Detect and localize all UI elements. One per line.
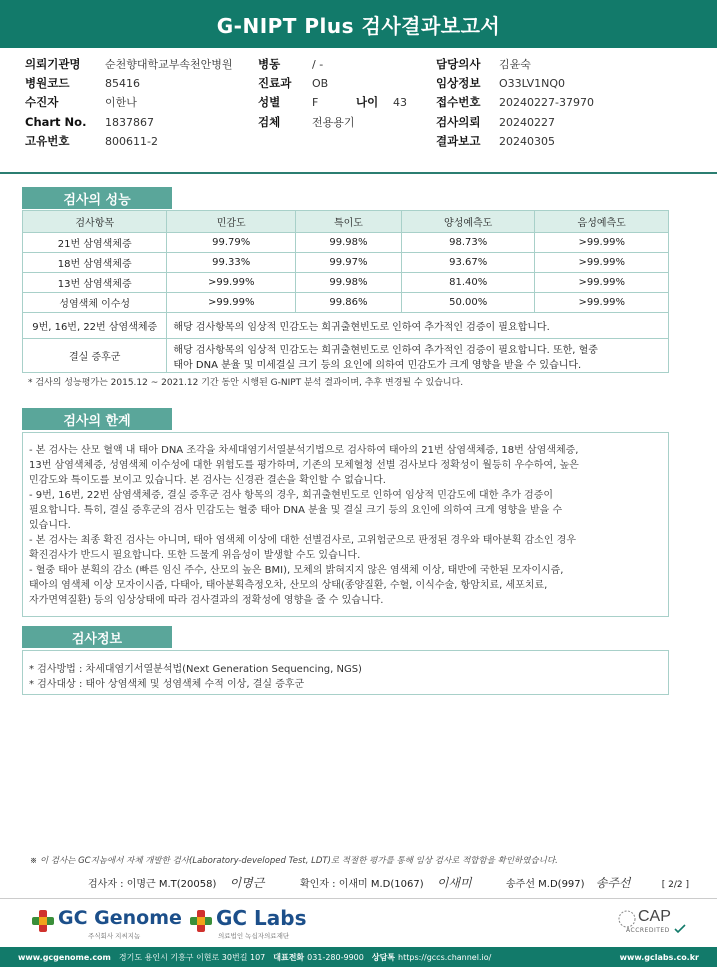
unique-value: 800611-2	[105, 135, 158, 148]
doctor-value: 김윤숙	[499, 58, 531, 71]
report-value: 20240305	[499, 135, 555, 148]
table-row	[23, 293, 669, 313]
table-cell: 18번 삼염색체증	[23, 253, 167, 273]
page-number: [ 2/2 ]	[661, 880, 689, 890]
header-cell: 양성예측도	[401, 211, 534, 233]
approver-signature: 송주선	[595, 876, 631, 890]
limit-line: - 본 검사는 최종 확진 검사는 아니며, 태아 염색체 이상에 대한 선별검사로, 고위험군으로 판정된 경우와 태아분획 감소인 경우	[29, 535, 577, 546]
table-cell: 99.86%	[296, 293, 402, 313]
table-note-cell: 해당 검사항목의 임상적 민감도는 희귀출현빈도로 인하여 추가적인 검증이 필요합니다.	[167, 313, 669, 339]
cap-seal-icon	[618, 910, 636, 928]
unique-label: 고유번호	[25, 134, 70, 148]
testinfo-box	[22, 650, 669, 695]
limit-line: 있습니다.	[29, 520, 71, 531]
table-cell: >99.99%	[535, 253, 669, 273]
request-value: 20240227	[499, 116, 555, 129]
table-cell: >99.99%	[535, 233, 669, 253]
gc-genome-wordmark: GC Genome	[58, 907, 182, 929]
check-icon	[674, 924, 686, 934]
chart-label: Chart No.	[25, 115, 87, 129]
hospital-value: 순천향대학교부속천안병원	[105, 58, 233, 71]
approver-signature-block	[506, 874, 631, 891]
ward-label: 병동	[258, 57, 281, 71]
patient-label: 수진자	[25, 95, 59, 109]
header-cell: 민감도	[167, 211, 296, 233]
table-note-cell	[167, 339, 669, 373]
tester: 검사자 : 이명근 M.T(20058)	[88, 879, 217, 890]
cap-subtitle: ACCREDITED	[626, 927, 670, 934]
test-method: * 검사방법 : 차세대염기서열분석법(Next Generation Sequencing, NGS)	[29, 664, 362, 675]
performance-table	[22, 210, 669, 373]
footer-phone-label: 대표전화	[273, 952, 305, 962]
tester-signature: 이명근	[229, 876, 265, 890]
header-cell: 음성예측도	[535, 211, 669, 233]
specimen-label: 검체	[258, 115, 281, 129]
gc-labs-wordmark: GC Labs	[216, 906, 307, 930]
table-cell: 99.98%	[296, 233, 402, 253]
table-cell: >99.99%	[535, 293, 669, 313]
test-target: * 검사대상 : 태아 상염색체 및 성염색체 수적 이상, 결실 증후군	[29, 679, 305, 690]
receipt-value: 20240227-37970	[499, 96, 594, 109]
limit-line: 민감도와 특이도를 보이고 있습니다. 본 검사는 신경관 결손을 확인할 수 없습니다.	[29, 475, 386, 486]
table-header-row	[23, 211, 669, 233]
limit-line: 자가면역질환) 등의 임상상태에 따라 검사결과의 정확성에 영향을 줄 수 있습니다.	[29, 595, 384, 606]
footer-consult-label: 상담톡	[371, 952, 396, 962]
doctor-label: 담당의사	[436, 57, 481, 71]
gc-cross-icon	[188, 908, 214, 934]
ward-value: / -	[312, 58, 324, 71]
table-cell: 21번 삼염색체증	[23, 233, 167, 253]
cap-wordmark: CAP	[638, 908, 671, 925]
limit-line: - 9번, 16번, 22번 삼염색체증, 결실 증후군 검사 항목의 경우, 희귀출현빈도로 인하여 임상적 민감도에 대한 추가 검증이	[29, 490, 554, 501]
table-cell: 81.40%	[401, 273, 534, 293]
limit-line: 태아의 염색체 이상 모자이시즘, 다태아, 태아분획측정오차, 산모의 상태(종양질환, 수혈, 이식수술, 항암치료, 세포치료,	[29, 580, 548, 591]
table-cell: >99.99%	[167, 293, 296, 313]
request-label: 검사의뢰	[436, 115, 481, 129]
code-value: 85416	[105, 77, 140, 90]
approver: 송주선 M.D(997)	[506, 879, 585, 890]
sex-value: F	[312, 96, 319, 109]
section-performance-title: 검사의 성능	[22, 187, 172, 209]
gc-cross-icon	[30, 908, 56, 934]
checker-signature: 이새미	[436, 876, 472, 890]
checker-signature-block	[300, 874, 472, 891]
section-limits-title: 검사의 한계	[22, 408, 172, 430]
table-cell: 9번, 16번, 22번 삼염색체증	[23, 313, 167, 339]
table-cell: 98.73%	[401, 233, 534, 253]
table-cell: 50.00%	[401, 293, 534, 313]
table-row	[23, 233, 669, 253]
tester-signature-block	[88, 874, 264, 891]
limit-line: - 혈중 태아 분획의 감소 (빠른 임신 주수, 산모의 높은 BMI), 모체의 밝혀지지 않은 염색체 이상, 태반에 국한된 모자이시즘,	[29, 565, 564, 576]
table-row	[23, 313, 669, 339]
table-cell: >99.99%	[167, 273, 296, 293]
divider	[0, 172, 717, 174]
code-label: 병원코드	[25, 76, 70, 90]
clinical-value: O33LV1NQ0	[499, 77, 565, 90]
performance-footnote: * 검사의 성능평가는 2015.12 ~ 2021.12 기간 동안 시행된 G-NIPT 분석 결과이며, 추후 변경될 수 있습니다.	[28, 378, 464, 388]
footer-phone: 031-280-9900	[307, 952, 364, 962]
certification-note: ※ 이 검사는 GC지놈에서 자체 개발한 검사(Laboratory-developed Test, LDT)로 적절한 평가를 통해 임상 검사로 적합함을 확인하였습니다.	[30, 856, 558, 866]
table-cell: 99.97%	[296, 253, 402, 273]
footer-bar	[0, 947, 717, 967]
table-row	[23, 273, 669, 293]
header-cell: 검사항목	[23, 211, 167, 233]
limits-box	[22, 432, 669, 617]
report-label: 결과보고	[436, 134, 481, 148]
age-value: 43	[393, 96, 407, 109]
cap-accredited-logo	[618, 908, 690, 940]
limit-line: 확진검사가 반드시 필요합니다. 또한 드물게 위음성이 발생할 수도 있습니다.	[29, 550, 361, 561]
specimen-value: 전용용기	[312, 116, 355, 129]
hospital-label: 의뢰기관명	[25, 57, 81, 71]
chart-value: 1837867	[105, 116, 154, 129]
age-label: 나이	[356, 95, 379, 109]
dept-label: 진료과	[258, 76, 292, 90]
table-row	[23, 253, 669, 273]
footer-site2-link[interactable]: www.gclabs.co.kr	[619, 952, 699, 962]
table-cell: 결실 증후군	[23, 339, 167, 373]
gc-labs-subtitle: 의료법인 녹십자의료재단	[218, 932, 290, 940]
limit-line: 13번 삼염색체증, 성염색체 이수성에 대한 위험도를 평가하며, 기존의 모체혈청 선별 검사보다 정확성이 월등히 우수하여, 높은	[29, 460, 579, 471]
clinical-label: 임상정보	[436, 76, 481, 90]
gc-genome-subtitle: 주식회사 지씨지놈	[88, 932, 141, 940]
report-title: G-NIPT Plus 검사결과보고서	[0, 0, 717, 48]
limit-line: - 본 검사는 산모 혈액 내 태아 DNA 조각을 차세대염기서열분석기법으로 검사하여 태아의 21번 삼염색체증, 18번 삼염색체증,	[29, 445, 579, 456]
note-line: 태아 DNA 분율 및 미세결실 크기 등의 요인에 의하여 민감도가 크게 영향을 받을 수 있습니다.	[173, 359, 582, 371]
note-line: 해당 검사항목의 임상적 민감도는 희귀출현빈도로 인하여 추가적인 검증이 필요합니다. 또한, 혈중	[173, 344, 598, 356]
divider	[0, 898, 717, 899]
receipt-label: 접수번호	[436, 95, 481, 109]
limit-line: 필요합니다. 특히, 결실 증후군의 검사 민감도는 혈중 태아 DNA 분율 및 결실 크기 등의 요인에 의하여 크게 영향을 받을 수	[29, 505, 563, 516]
table-cell: 93.67%	[401, 253, 534, 273]
footer-address: 경기도 용인시 기흥구 이현로 30번길 107	[118, 952, 266, 962]
table-cell: 99.33%	[167, 253, 296, 273]
checker: 확인자 : 이새미 M.D(1067)	[300, 879, 424, 890]
table-cell: 99.79%	[167, 233, 296, 253]
table-cell: >99.99%	[535, 273, 669, 293]
header-cell: 특이도	[296, 211, 402, 233]
table-cell: 13번 삼염색체증	[23, 273, 167, 293]
footer-site-link[interactable]: www.gcgenome.com	[18, 952, 111, 962]
footer-consult-link[interactable]: https://gccs.channel.io/	[398, 952, 492, 962]
patient-value: 이한나	[105, 96, 137, 109]
sex-label: 성별	[258, 95, 281, 109]
section-testinfo-title: 검사정보	[22, 626, 172, 648]
table-cell: 성염색체 이수성	[23, 293, 167, 313]
table-row	[23, 339, 669, 373]
dept-value: OB	[312, 77, 329, 90]
table-cell: 99.98%	[296, 273, 402, 293]
